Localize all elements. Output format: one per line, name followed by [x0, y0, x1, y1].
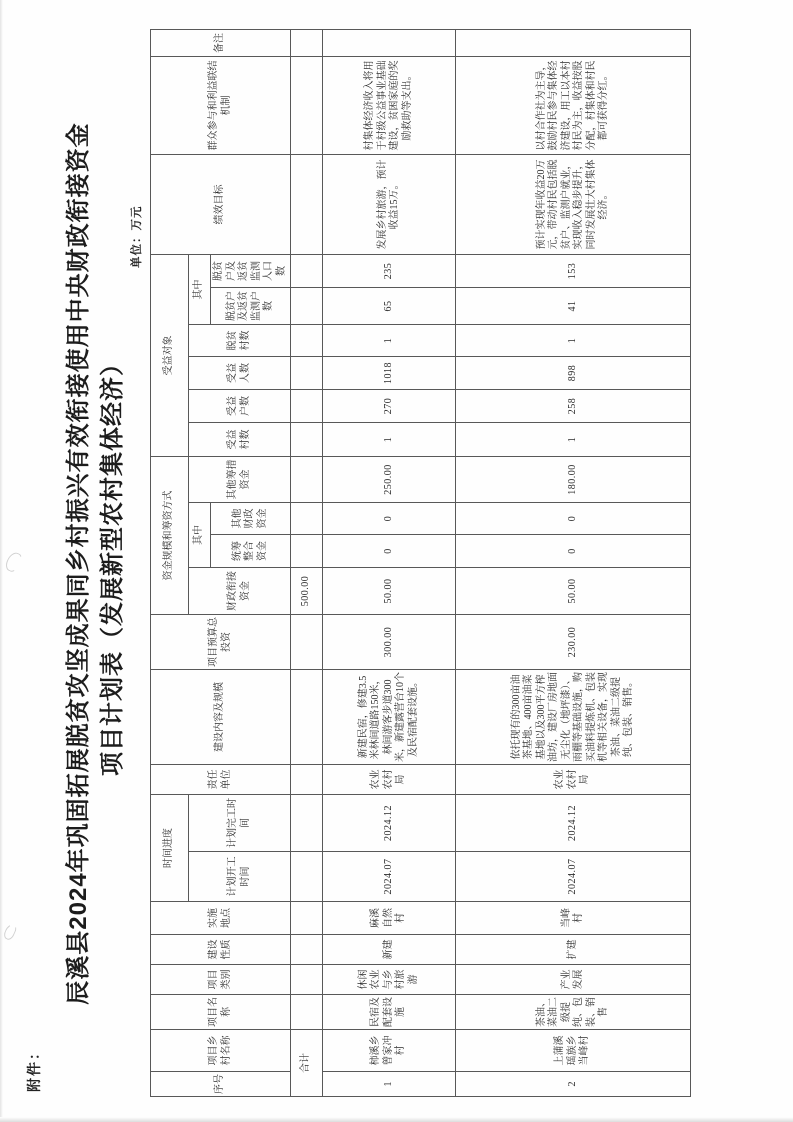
cell-responsible-unit: 农业农村局	[456, 765, 691, 795]
total-fiscal-link-fund: 500.00	[291, 568, 323, 615]
cell-responsible-unit: 农业农村局	[323, 765, 456, 795]
hdr-beneficiary-group: 受益对象	[151, 255, 189, 457]
total-empty-cell	[291, 995, 323, 1030]
cell-nature: 新建	[323, 935, 456, 965]
hdr-plan-finish: 计划完工时间	[189, 795, 291, 852]
total-empty-cell	[291, 390, 323, 423]
cell-plan-finish: 2024.12	[323, 795, 456, 852]
cell-coordinated-fund: 0	[456, 535, 691, 568]
total-empty-cell	[291, 902, 323, 935]
hdr-seq: 序号	[151, 1072, 291, 1097]
cell-remark	[323, 30, 456, 57]
table-row	[456, 30, 691, 1097]
cell-category: 产业发展	[456, 965, 691, 995]
hdr-benefit-people: 受益人数	[189, 357, 291, 390]
cell-nature: 扩建	[456, 935, 691, 965]
cell-project-name: 民宿及配套设施	[323, 995, 456, 1030]
total-empty-cell	[291, 30, 323, 57]
total-row	[291, 30, 323, 1097]
hdr-other-fiscal-fund: 其他财政资金	[211, 503, 291, 535]
cell-total-budget: 300.00	[323, 615, 456, 670]
total-empty-cell	[291, 535, 323, 568]
cell-village: 上蒲溪瑶族乡当峰村	[456, 1030, 691, 1072]
cell-content-scale: 新建民宿，修建3.5米林间道路150米，林间游客步道300米，新建露营台10个及民宿配套设施。	[323, 670, 456, 765]
cell-other-raised-fund: 180.00	[456, 457, 691, 503]
cell-benefit-people: 898	[456, 357, 691, 390]
document-title-line1: 辰溪县2024年巩固拓展脱贫攻坚成果同乡村振兴有效衔接使用中央财政衔接资金	[65, 122, 92, 1005]
hdr-coordinated-fund: 统筹整合资金	[211, 535, 291, 568]
hdr-responsible-unit: 责任单位	[151, 765, 291, 795]
cell-other-fiscal-fund: 0	[456, 503, 691, 535]
cell-monitored-people: 235	[323, 255, 456, 288]
total-empty-cell	[291, 423, 323, 457]
cell-participation-mechanism: 村集体经济收入将用于村级公益事业基础建设，贫困家庭的奖励救助等支出。	[323, 57, 456, 155]
hdr-benefit-villages: 受益村数	[189, 423, 291, 457]
cell-other-raised-fund: 250.00	[323, 457, 456, 503]
total-empty-cell	[291, 155, 323, 255]
cell-benefit-people: 1018	[323, 357, 456, 390]
document-title	[62, 30, 130, 1097]
total-empty-cell	[291, 795, 323, 852]
total-empty-cell	[291, 325, 323, 357]
hdr-monitored-people: 脱贫户及返贫监测人口数	[211, 255, 291, 288]
total-empty-cell	[291, 255, 323, 288]
cell-coordinated-fund: 0	[323, 535, 456, 568]
total-empty-cell	[291, 935, 323, 965]
cell-plan-finish: 2024.12	[456, 795, 691, 852]
cell-benefit-villages: 1	[456, 423, 691, 457]
total-empty-cell	[291, 615, 323, 670]
cell-participation-mechanism: 以村合作社为主导，鼓励村民参与集体经济建设，用工以本村村民为主，收益按股分配，村集体和村民都可获得分红。	[456, 57, 691, 155]
hdr-fiscal-link-fund: 财政衔接资金	[189, 568, 291, 615]
cell-monitored-households: 65	[323, 288, 456, 325]
cell-performance-goal: 发展乡村旅游，预计收益15万。	[323, 155, 456, 255]
cell-total-budget: 230.00	[456, 615, 691, 670]
cell-seq: 2	[456, 1072, 691, 1097]
scan-edge-bottom	[0, 1117, 793, 1122]
hdr-performance-goal: 绩效目标	[151, 155, 291, 255]
cell-project-name: 茶油、菜油二级提纯、包装、销售	[456, 995, 691, 1030]
cell-monitored-people: 153	[456, 255, 691, 288]
total-empty-cell	[291, 357, 323, 390]
cell-benefit-households: 270	[323, 390, 456, 423]
hdr-location: 实施地点	[151, 902, 291, 935]
hdr-total-budget: 项目预算总投资	[151, 615, 291, 670]
cell-benefit-households: 258	[456, 390, 691, 423]
cell-content-scale: 依托现有的300亩油茶基地、400亩油菜基地以及300平方榨油坊，建设厂房地面无尘化（地坪漆）、雨棚等基础设施，购买油料提炼机、包装机等相关设备，实现茶油、菜油二级提纯、包装、销售。	[456, 670, 691, 765]
hdr-among-funding: 其中	[189, 503, 211, 568]
cell-location: 当峰村	[456, 902, 691, 935]
cell-plan-start: 2024.07	[323, 852, 456, 902]
total-empty-cell	[291, 57, 323, 155]
project-plan-table	[150, 29, 691, 1097]
total-empty-cell	[291, 852, 323, 902]
hdr-funding-group: 资金规模和筹资方式	[151, 457, 189, 615]
rotated-landscape-sheet	[0, 25, 690, 1110]
cell-fiscal-link-fund: 50.00	[323, 568, 456, 615]
total-empty-cell	[291, 288, 323, 325]
cell-category: 休闲农业与乡村旅游	[323, 965, 456, 995]
hdr-construction-nature: 建设性质	[151, 935, 291, 965]
cell-location: 麻溪自然村	[323, 902, 456, 935]
hdr-plan-start: 计划开工时间	[189, 852, 291, 902]
cell-monitored-households: 41	[456, 288, 691, 325]
cell-poor-villages: 1	[456, 325, 691, 357]
hdr-other-raised-fund: 其他筹措资金	[189, 457, 291, 503]
attachment-label: 附件：	[28, 1044, 43, 1092]
cell-performance-goal: 预计实现年收益20万元，带动村民包括脱贫户、监测户就业，实现收入稳步提升，同时发展壮大村集体经济。	[456, 155, 691, 255]
hdr-township-village: 项目乡村名称	[151, 1030, 291, 1072]
hdr-poor-villages: 脱贫村数	[189, 325, 291, 357]
cell-benefit-villages: 1	[323, 423, 456, 457]
total-empty-cell	[291, 765, 323, 795]
cell-plan-start: 2024.07	[456, 852, 691, 902]
hdr-time-progress: 时间进度	[151, 795, 189, 902]
cell-fiscal-link-fund: 50.00	[456, 568, 691, 615]
cell-village: 柿溪乡曾家冲村	[323, 1030, 456, 1072]
hdr-participation-mechanism: 群众参与和利益联结机制	[151, 57, 291, 155]
hdr-monitored-households: 脱贫户及返贫监测户数	[211, 288, 291, 325]
cell-poor-villages: 1	[323, 325, 456, 357]
document-title-line2: 项目计划表（发展新型农村集体经济）	[99, 351, 126, 776]
unit-note: 单位：万元	[131, 205, 143, 268]
hdr-project-name: 项目名称	[151, 995, 291, 1030]
total-empty-cell	[291, 965, 323, 995]
total-empty-cell	[291, 503, 323, 535]
hdr-benefit-households: 受益户数	[189, 390, 291, 423]
total-empty-cell	[291, 670, 323, 765]
hdr-project-category: 项目类别	[151, 965, 291, 995]
total-empty-cell	[291, 457, 323, 503]
cell-remark	[456, 30, 691, 57]
cell-other-fiscal-fund: 0	[323, 503, 456, 535]
hdr-among-benefit: 其中	[189, 255, 211, 325]
hdr-remarks: 备注	[151, 30, 291, 57]
table-row	[323, 30, 456, 1097]
cell-seq: 1	[323, 1072, 456, 1097]
hdr-content-scale: 建设内容及规模	[151, 670, 291, 765]
total-label: 合计	[291, 1030, 323, 1097]
